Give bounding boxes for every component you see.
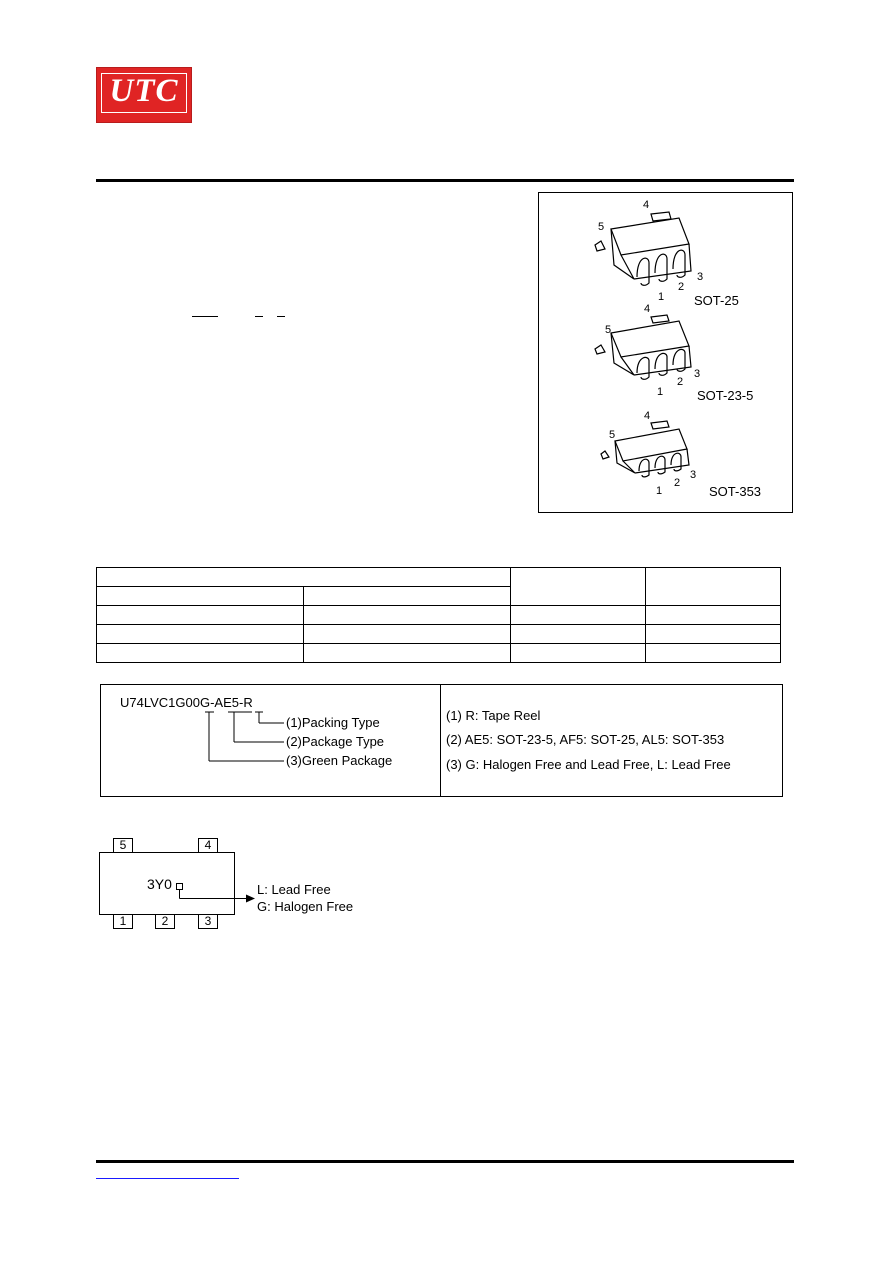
pin-label: 2 (674, 477, 681, 489)
table-cell (646, 568, 781, 606)
divider (440, 685, 441, 796)
pin-label: 1 (658, 291, 665, 303)
legend-packing-type: (1)Packing Type (286, 715, 380, 730)
part-code-box (100, 684, 783, 797)
pin-label: 3 (694, 368, 701, 380)
package-name: SOT-353 (709, 484, 762, 499)
legend-green-package: (3)Green Package (286, 753, 393, 768)
pin-label: 5 (605, 324, 612, 336)
marking-diagram (96, 838, 396, 938)
table-cell (511, 568, 646, 606)
table-row (97, 644, 781, 663)
table-row (97, 606, 781, 625)
note-packing: (1) R: Tape Reel (446, 708, 541, 723)
overline-mark (192, 316, 218, 317)
marking-code: 3Y0 (147, 876, 172, 892)
pin-box: 2 (155, 914, 175, 929)
pin-label: 5 (609, 429, 616, 441)
legend-lead-free: L: Lead Free (257, 882, 331, 897)
package-name: SOT-23-5 (697, 388, 754, 403)
table-cell (97, 568, 511, 587)
pin-label: 1 (656, 485, 663, 497)
legend-package-type: (2)Package Type (286, 734, 385, 749)
marking-arrow (96, 838, 266, 938)
table-cell (646, 644, 781, 663)
table-cell (511, 625, 646, 644)
table-cell (646, 606, 781, 625)
table-row (97, 568, 781, 587)
overline-mark (277, 316, 285, 317)
table-cell (97, 644, 304, 663)
part-code-leaders (101, 685, 440, 798)
table-cell (97, 587, 304, 606)
logo-text: UTC (109, 73, 179, 109)
pin-box: 4 (198, 838, 218, 853)
package-drawings (538, 192, 793, 513)
pin-label: 4 (644, 303, 651, 315)
table-cell (97, 606, 304, 625)
pin-label: 3 (697, 271, 704, 283)
table-cell (303, 587, 511, 606)
table-cell (303, 644, 511, 663)
table-cell (303, 606, 511, 625)
pin-box: 5 (113, 838, 133, 853)
pin-box: 3 (198, 914, 218, 929)
note-green: (3) G: Halogen Free and Lead Free, L: Lead Free (446, 757, 731, 772)
table-cell (97, 625, 304, 644)
overline-mark (255, 316, 263, 317)
pin-label: 3 (690, 469, 697, 481)
table-cell (511, 644, 646, 663)
ordering-table (96, 567, 781, 663)
package-outlines-svg (539, 193, 794, 514)
header-rule (96, 179, 794, 182)
sot-25-drawing (595, 212, 691, 285)
website-link[interactable] (96, 1178, 239, 1179)
pin-label: 2 (678, 281, 685, 293)
footer-rule (96, 1160, 794, 1163)
pin-label: 5 (598, 221, 605, 233)
pin-label: 1 (657, 386, 664, 398)
table-cell (646, 625, 781, 644)
note-package: (2) AE5: SOT-23-5, AF5: SOT-25, AL5: SOT-353 (446, 732, 725, 747)
table-cell (511, 606, 646, 625)
package-name: SOT-25 (694, 293, 739, 308)
pin-label: 4 (643, 199, 650, 211)
table-cell (303, 625, 511, 644)
pin-box: 1 (113, 914, 133, 929)
utc-logo (96, 67, 192, 123)
part-number: U74LVC1G00G-AE5-R (120, 695, 253, 710)
table-row (97, 625, 781, 644)
legend-halogen-free: G: Halogen Free (257, 899, 354, 914)
pin-label: 2 (677, 376, 684, 388)
pin-label: 4 (644, 410, 651, 422)
